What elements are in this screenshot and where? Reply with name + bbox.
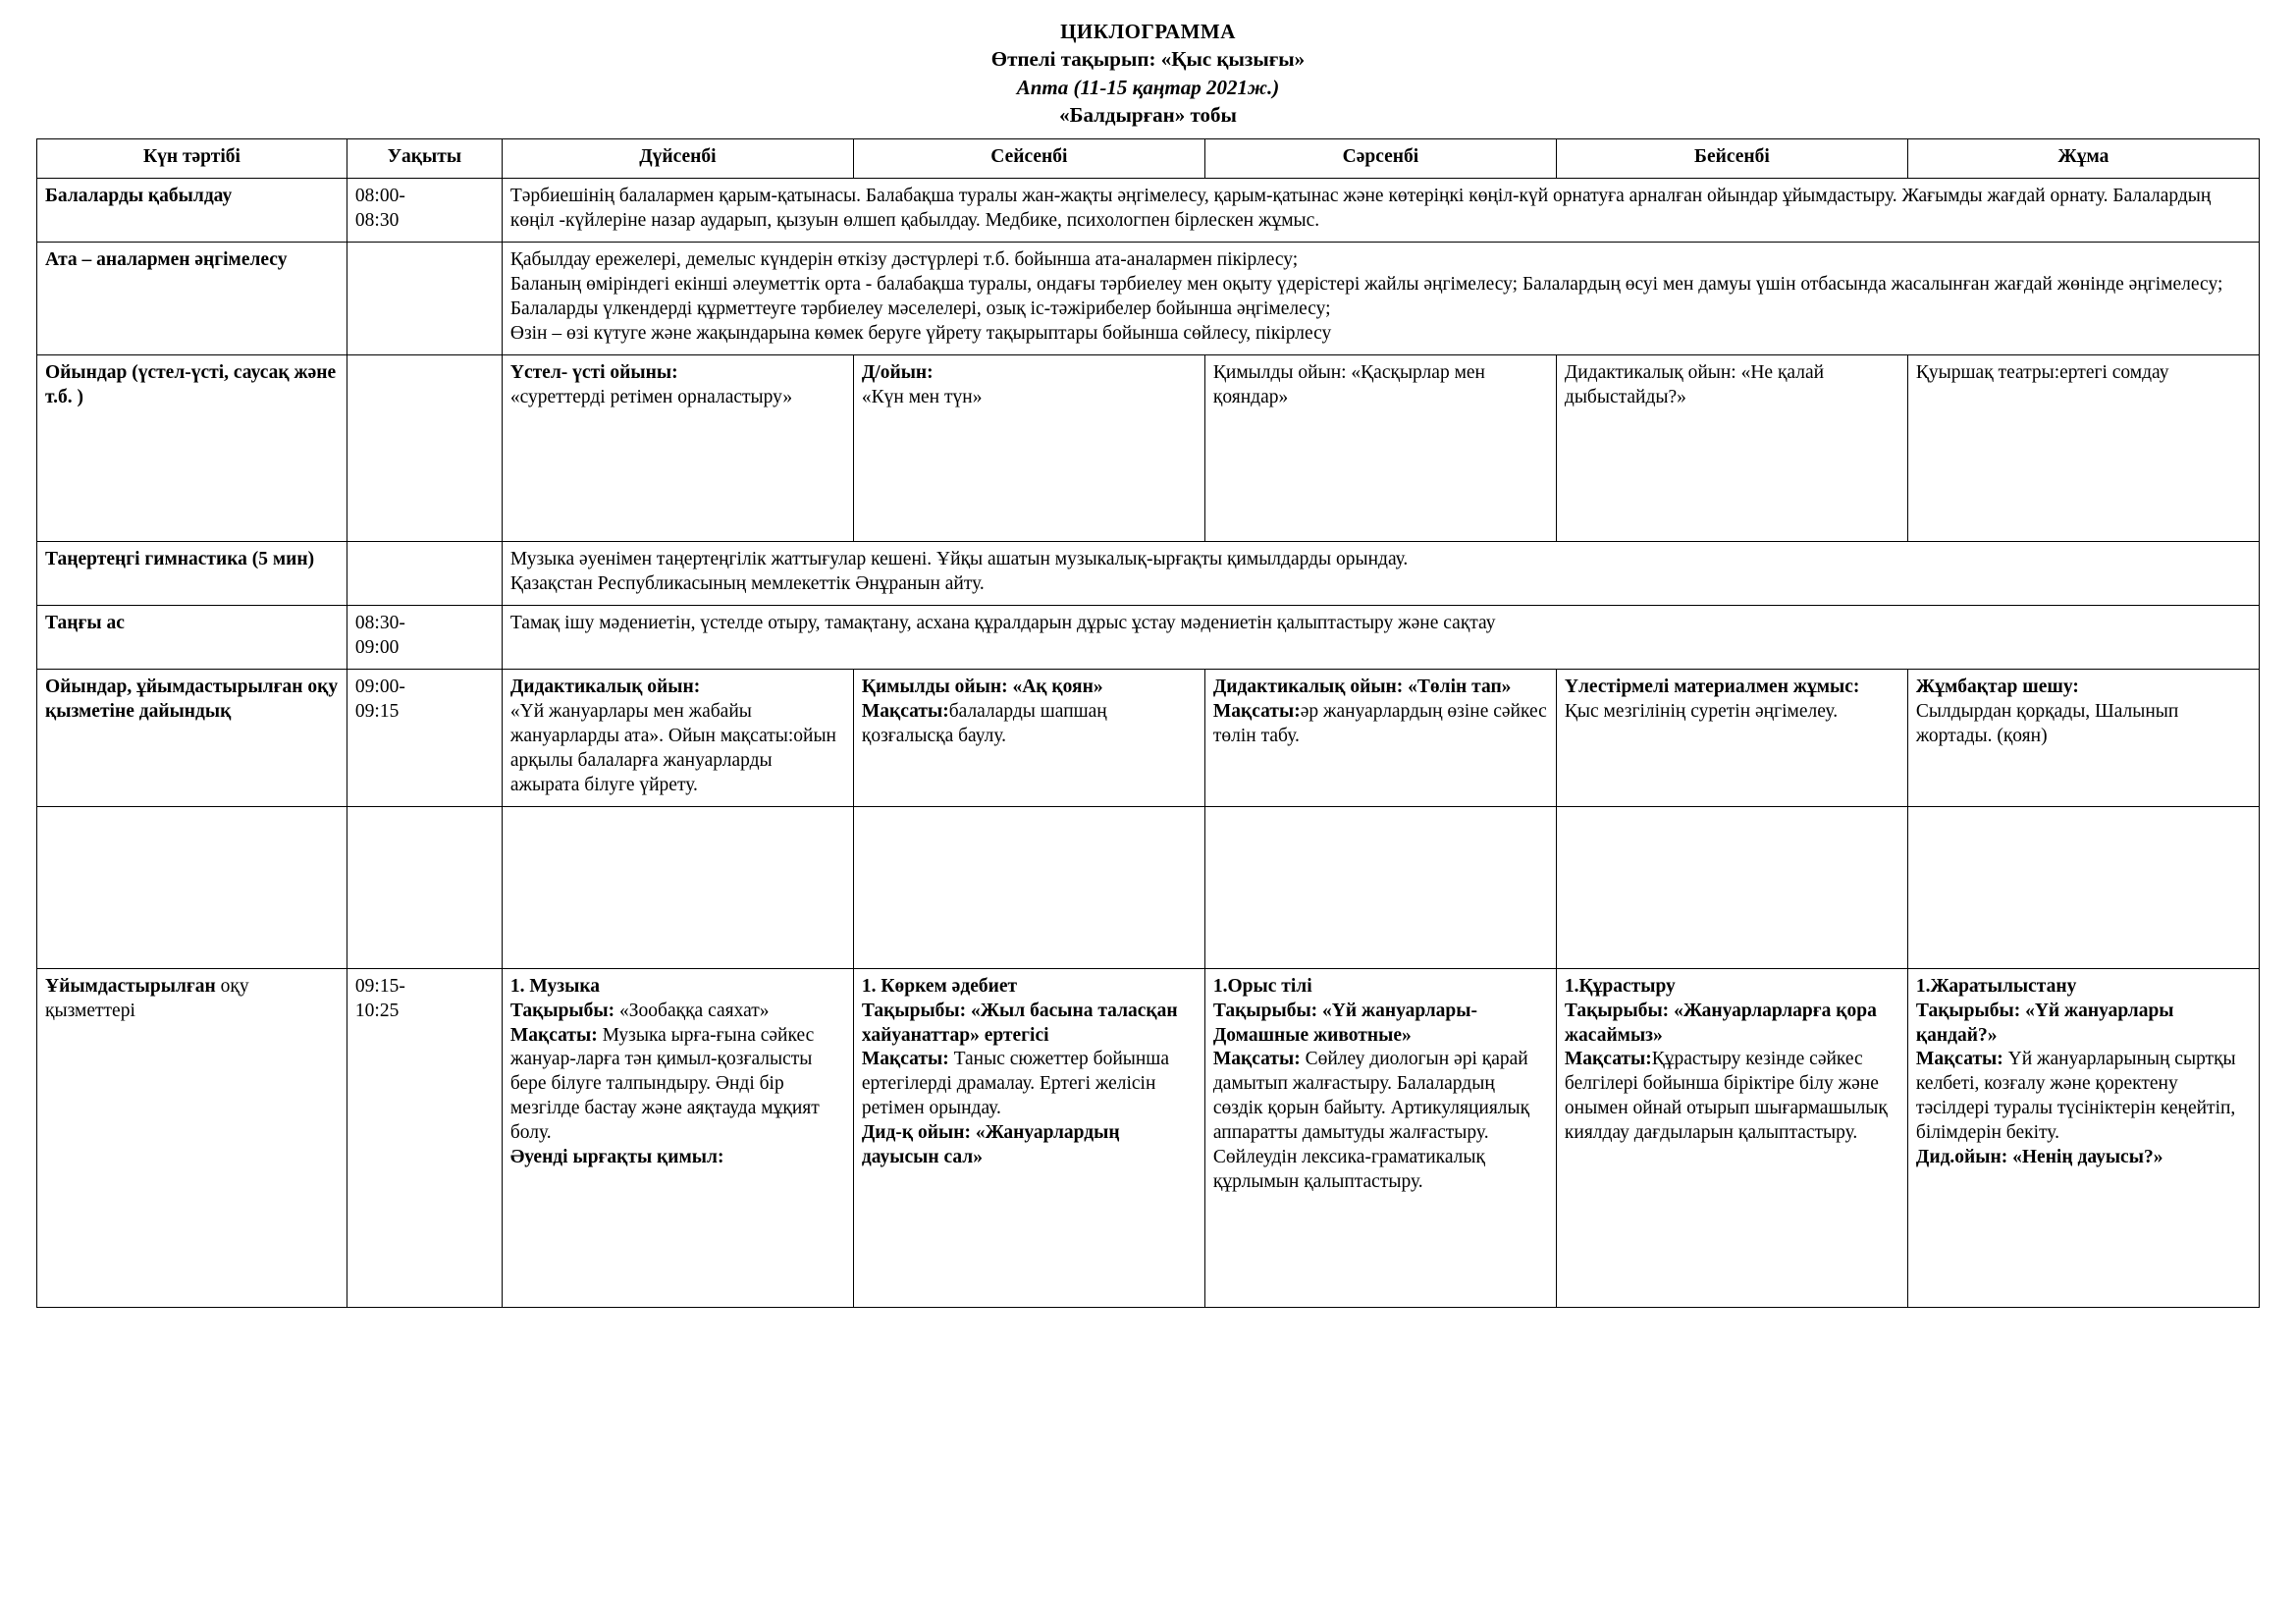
- activity-monday-topic: [510, 1000, 845, 1024]
- activity-monday-topic-label: Тақырыбы:: [509, 1000, 615, 1021]
- activity-wednesday-goal-text: Сөйлеу диологын әрі қарай дамытып жалғастыру. Балалардың сөздік қорын байыту. Артикуляциялық аппаратты дамытуды жалғастыру. Сөйлеудін лексика-граматикалық құрлымын қалыптастыру.: [1212, 1049, 1530, 1193]
- row-label-gymnastics: Таңертеңгі гимнастика (5 мин): [37, 542, 347, 606]
- table-row-breakfast: [37, 605, 2260, 669]
- cyclogram-table: [36, 138, 2260, 1307]
- activity-friday: [1907, 968, 2259, 1307]
- row-time-reception-text: 08:00- 08:30: [354, 186, 405, 232]
- prep-monday-title: Дидактикалық ойын:: [509, 676, 701, 697]
- activity-monday-extra-label: Әуенді ырғақты қимыл:: [509, 1147, 724, 1168]
- prep-tuesday-goal: балаларды шапшаң қозғалысқа баулу.: [861, 700, 1107, 746]
- prep-tuesday-goal-label: Мақсаты:: [861, 700, 949, 722]
- row-label-activities-bold: Ұйымдастырылған: [45, 975, 216, 997]
- activity-monday-goal-label: Мақсаты:: [509, 1024, 598, 1046]
- activity-monday-extra: [510, 1146, 845, 1170]
- document-group: «Балдырған» тобы: [1059, 103, 1237, 128]
- activity-thursday-topic-text: «Жануарларларға қора жасаймыз»: [1564, 1000, 1877, 1046]
- table-row-parents: [37, 243, 2260, 355]
- row-time-breakfast-text: 08:30- 09:00: [354, 612, 405, 658]
- table-row-blank: [37, 806, 2260, 968]
- activity-wednesday-topic-label: Тақырыбы:: [1212, 1000, 1318, 1021]
- column-header-wednesday: Сәрсенбі: [1204, 139, 1556, 179]
- column-header-time: Уақыты: [347, 139, 502, 179]
- games-friday: [1907, 355, 2259, 542]
- blank-wednesday: [1204, 806, 1556, 968]
- activity-friday-topic-text: «Үй жануарлары қандай?»: [1915, 1000, 2174, 1046]
- parents-line-4: Өзін – өзі күтуге және жақындарына көмек беруге үйрету тақырыптары бойынша сөйлесу, пікірлесу: [509, 323, 1332, 345]
- table-header-row: [37, 139, 2260, 179]
- row-label-blank: [37, 806, 347, 968]
- activity-wednesday-topic-text: «Үй жануарлары-Домашные животные»: [1212, 1000, 1477, 1046]
- table-row-reception: [37, 179, 2260, 243]
- document-header: [33, 18, 2263, 129]
- row-content-reception: Тәрбиешінің балалармен қарым-қатынасы. Балабақша туралы жан-жақты әңгімелесу, қарым-қатынас және көтеріңкі көңіл-күй орнатуға арналған ойындар ұйымдастыру. Жағымды жағдай орнату. Балалардың көңіл -күйлеріне назар аударып, қызуын өлшеп қабылдау. Медбике, психологпен бірлескен жұмыс.: [502, 179, 2259, 243]
- activity-friday-topic-label: Тақырыбы:: [1915, 1000, 2021, 1021]
- prep-tuesday-title: Қимылды ойын: «Ақ қоян»: [861, 676, 1103, 697]
- row-content-gymnastics: [502, 542, 2259, 606]
- prep-tuesday-body: [862, 700, 1197, 749]
- activity-friday-goal-text: Үй жануарларының сыртқы келбеті, козғалу және қоректену тәсілдері туралы түсініктерін кеңейтіп, білімдерін бекіту.: [1915, 1049, 2236, 1144]
- activity-thursday: [1556, 968, 1907, 1307]
- activity-wednesday-number: 1.Орыс тілі: [1212, 975, 1312, 997]
- activity-friday-number: 1.Жаратылыстану: [1915, 975, 2077, 997]
- activity-tuesday-number: 1. Көркем әдебиет: [861, 975, 1018, 997]
- row-label-parents: Ата – аналармен әңгімелесу: [37, 243, 347, 355]
- games-wednesday-body: Қимылды ойын: «Қасқырлар мен қояндар»: [1212, 362, 1485, 407]
- activity-tuesday-extra: [862, 1121, 1197, 1170]
- activity-tuesday-extra-text: «Жануарлардың дауысын сал»: [861, 1122, 1120, 1168]
- activity-friday-extra: [1916, 1146, 2251, 1170]
- activity-monday-goal-text: Музыка ырға-ғына сәйкес жануар-ларға тән қимыл-қозғалысты бере білуге талпындыру. Әнді бір мезгілде бастау және аяқтауда мұқият болу.: [509, 1024, 820, 1144]
- prep-monday-body: «Үй жануарлары мен жабайы жануарларды ата». Ойын мақсаты:ойын арқылы балаларға жануарларды ажырата білуге үйрету.: [509, 700, 836, 795]
- prep-wednesday-goal: әр жануарлардың өзіне сәйкес төлін табу.: [1212, 700, 1547, 746]
- activity-thursday-goal-label: Мақсаты:: [1564, 1049, 1652, 1070]
- activity-monday-topic-text: «Зообаққа саяхат»: [614, 1000, 770, 1021]
- prep-tuesday: [853, 669, 1204, 806]
- table-row-gymnastics: [37, 542, 2260, 606]
- row-time-gymnastics: [347, 542, 502, 606]
- column-header-monday: Дүйсенбі: [502, 139, 853, 179]
- activity-friday-topic: [1916, 1000, 2251, 1049]
- blank-tuesday: [853, 806, 1204, 968]
- games-monday-body: «суреттерді ретімен орналастыру»: [509, 387, 793, 407]
- document-week: Апта (11-15 қаңтар 2021ж.): [1016, 75, 1280, 99]
- activity-tuesday-goal-label: Мақсаты:: [861, 1049, 949, 1070]
- activity-tuesday-topic: [862, 1000, 1197, 1049]
- prep-wednesday-goal-label: Мақсаты:: [1212, 700, 1301, 722]
- activity-tuesday: [853, 968, 1204, 1307]
- table-row-activities: [37, 968, 2260, 1307]
- activity-monday: [502, 968, 853, 1307]
- activity-tuesday-topic-label: Тақырыбы:: [861, 1000, 967, 1021]
- activity-friday-goal: [1916, 1048, 2251, 1146]
- games-monday-title: Үстел- үсті ойыны:: [509, 362, 678, 384]
- column-header-friday: Жұма: [1907, 139, 2259, 179]
- row-time-games: [347, 355, 502, 542]
- row-content-breakfast: Тамақ ішу мәдениетін, үстелде отыру, тамақтану, асхана құралдарын дұрыс ұстау мәдениетін қалыптастыру және сақтау: [502, 605, 2259, 669]
- row-time-breakfast: [347, 605, 502, 669]
- activity-wednesday-topic: [1213, 1000, 1548, 1049]
- row-time-activities: [347, 968, 502, 1307]
- row-time-parents: [347, 243, 502, 355]
- row-label-prep: Ойындар, ұйымдастырылған оқу қызметіне дайындық: [37, 669, 347, 806]
- games-friday-body: Қуыршақ театры:ертегі сомдау: [1915, 362, 2169, 384]
- blank-monday: [502, 806, 853, 968]
- activity-monday-goal: [510, 1024, 845, 1147]
- row-label-breakfast: Таңғы ас: [37, 605, 347, 669]
- row-time-prep: [347, 669, 502, 806]
- activity-friday-extra-label: Дид.ойын: «Ненің дауысы?»: [1915, 1147, 2163, 1168]
- row-label-reception: Балаларды қабылдау: [37, 179, 347, 243]
- activity-tuesday-goal: [862, 1048, 1197, 1121]
- games-wednesday: [1204, 355, 1556, 542]
- row-label-games: Ойындар (үстел-үсті, саусақ және т.б. ): [37, 355, 347, 542]
- games-tuesday-body: «Күн мен түн»: [861, 387, 983, 407]
- row-time-reception: [347, 179, 502, 243]
- column-header-thursday: Бейсенбі: [1556, 139, 1907, 179]
- activity-thursday-topic-label: Тақырыбы:: [1564, 1000, 1670, 1021]
- prep-wednesday-body: [1213, 700, 1548, 749]
- row-content-parents: [502, 243, 2259, 355]
- activity-thursday-goal: [1565, 1048, 1899, 1146]
- activity-thursday-number: 1.Құрастыру: [1564, 975, 1676, 997]
- document-title: ЦИКЛОГРАММА: [1060, 20, 1236, 43]
- activity-monday-number: 1. Музыка: [509, 975, 601, 997]
- prep-wednesday-title: Дидактикалық ойын: «Төлін тап»: [1212, 676, 1512, 697]
- games-tuesday-title: Д/ойын:: [861, 362, 934, 384]
- games-monday: [502, 355, 853, 542]
- activity-wednesday-goal: [1213, 1048, 1548, 1195]
- document-subject: Өтпелі тақырып: «Қыс қызығы»: [990, 47, 1306, 72]
- column-header-schedule: Күн тәртібі: [37, 139, 347, 179]
- blank-friday: [1907, 806, 2259, 968]
- parents-line-2: Баланың өміріндегі екінші әлеуметтік орта - балабақша туралы, ондағы тәрбиелеу мен оқыту үдерістері жайлы әңгімелесу; Балалардың өсуі мен дамуы үшін отбасында жасалынған жағдай жөнінде әңгімелесу;: [509, 274, 2223, 296]
- table-row-prep: [37, 669, 2260, 806]
- column-header-tuesday: Сейсенбі: [853, 139, 1204, 179]
- activity-wednesday: [1204, 968, 1556, 1307]
- row-time-activities-text: 09:15- 10:25: [354, 975, 405, 1021]
- prep-thursday-title: Үлестірмелі материалмен жұмыс:: [1564, 676, 1860, 697]
- prep-thursday: [1556, 669, 1907, 806]
- prep-friday-title: Жұмбақтар шешу:: [1915, 676, 2079, 697]
- games-thursday-body: Дидактикалық ойын: «Не қалай дыбыстайды?»: [1564, 362, 1825, 407]
- prep-friday: [1907, 669, 2259, 806]
- parents-line-1: Қабылдау ережелері, демелыс күндерін өткізу дәстүрлері т.б. бойынша ата-аналармен пікірлесу;: [509, 249, 1299, 271]
- parents-line-3: Балаларды үлкендерді құрметтеуге тәрбиелеу мәселелері, озық іс-тәжірибелер бойынша әңгімелесу;: [509, 298, 1331, 320]
- prep-wednesday: [1204, 669, 1556, 806]
- blank-thursday: [1556, 806, 1907, 968]
- games-thursday: [1556, 355, 1907, 542]
- gymnastics-line-2: Қазақстан Республикасының мемлекеттік Әнұранын айту.: [509, 573, 985, 594]
- games-tuesday: [853, 355, 1204, 542]
- activity-thursday-goal-text: Құрастыру кезінде сәйкес белгілері бойынша біріктіре білу және онымен ойнай отырып шығармашылық киялдау дағдыларын қалыптастыру.: [1564, 1049, 1888, 1144]
- activity-tuesday-goal-text: Таныс сюжеттер бойынша ертегілерді драмалау. Ертегі желісін ретімен орындау.: [861, 1049, 1169, 1119]
- row-time-prep-text: 09:00- 09:15: [354, 676, 405, 722]
- activity-tuesday-extra-label: Дид-қ ойын:: [861, 1122, 971, 1144]
- row-time-blank: [347, 806, 502, 968]
- row-label-activities-rest: оқу қызметтері: [45, 975, 249, 1021]
- prep-monday: [502, 669, 853, 806]
- prep-thursday-body: Қыс мезгілінің суретін әңгімелеу.: [1564, 700, 1839, 722]
- activity-thursday-topic: [1565, 1000, 1899, 1049]
- gymnastics-line-1: Музыка әуенімен таңертеңгілік жаттығулар кешені. Ұйқы ашатын музыкалық-ырғақты қимылдарды орындау.: [509, 549, 1409, 570]
- prep-friday-body: Сылдырдан қорқады, Шалынып жортады. (қоян): [1915, 700, 2179, 746]
- table-row-games: [37, 355, 2260, 542]
- activity-friday-goal-label: Мақсаты:: [1915, 1049, 2003, 1070]
- row-label-activities: [37, 968, 347, 1307]
- activity-wednesday-goal-label: Мақсаты:: [1212, 1049, 1301, 1070]
- activity-tuesday-topic-text: «Жыл басына таласқан хайуанаттар» ертегісі: [861, 1000, 1178, 1046]
